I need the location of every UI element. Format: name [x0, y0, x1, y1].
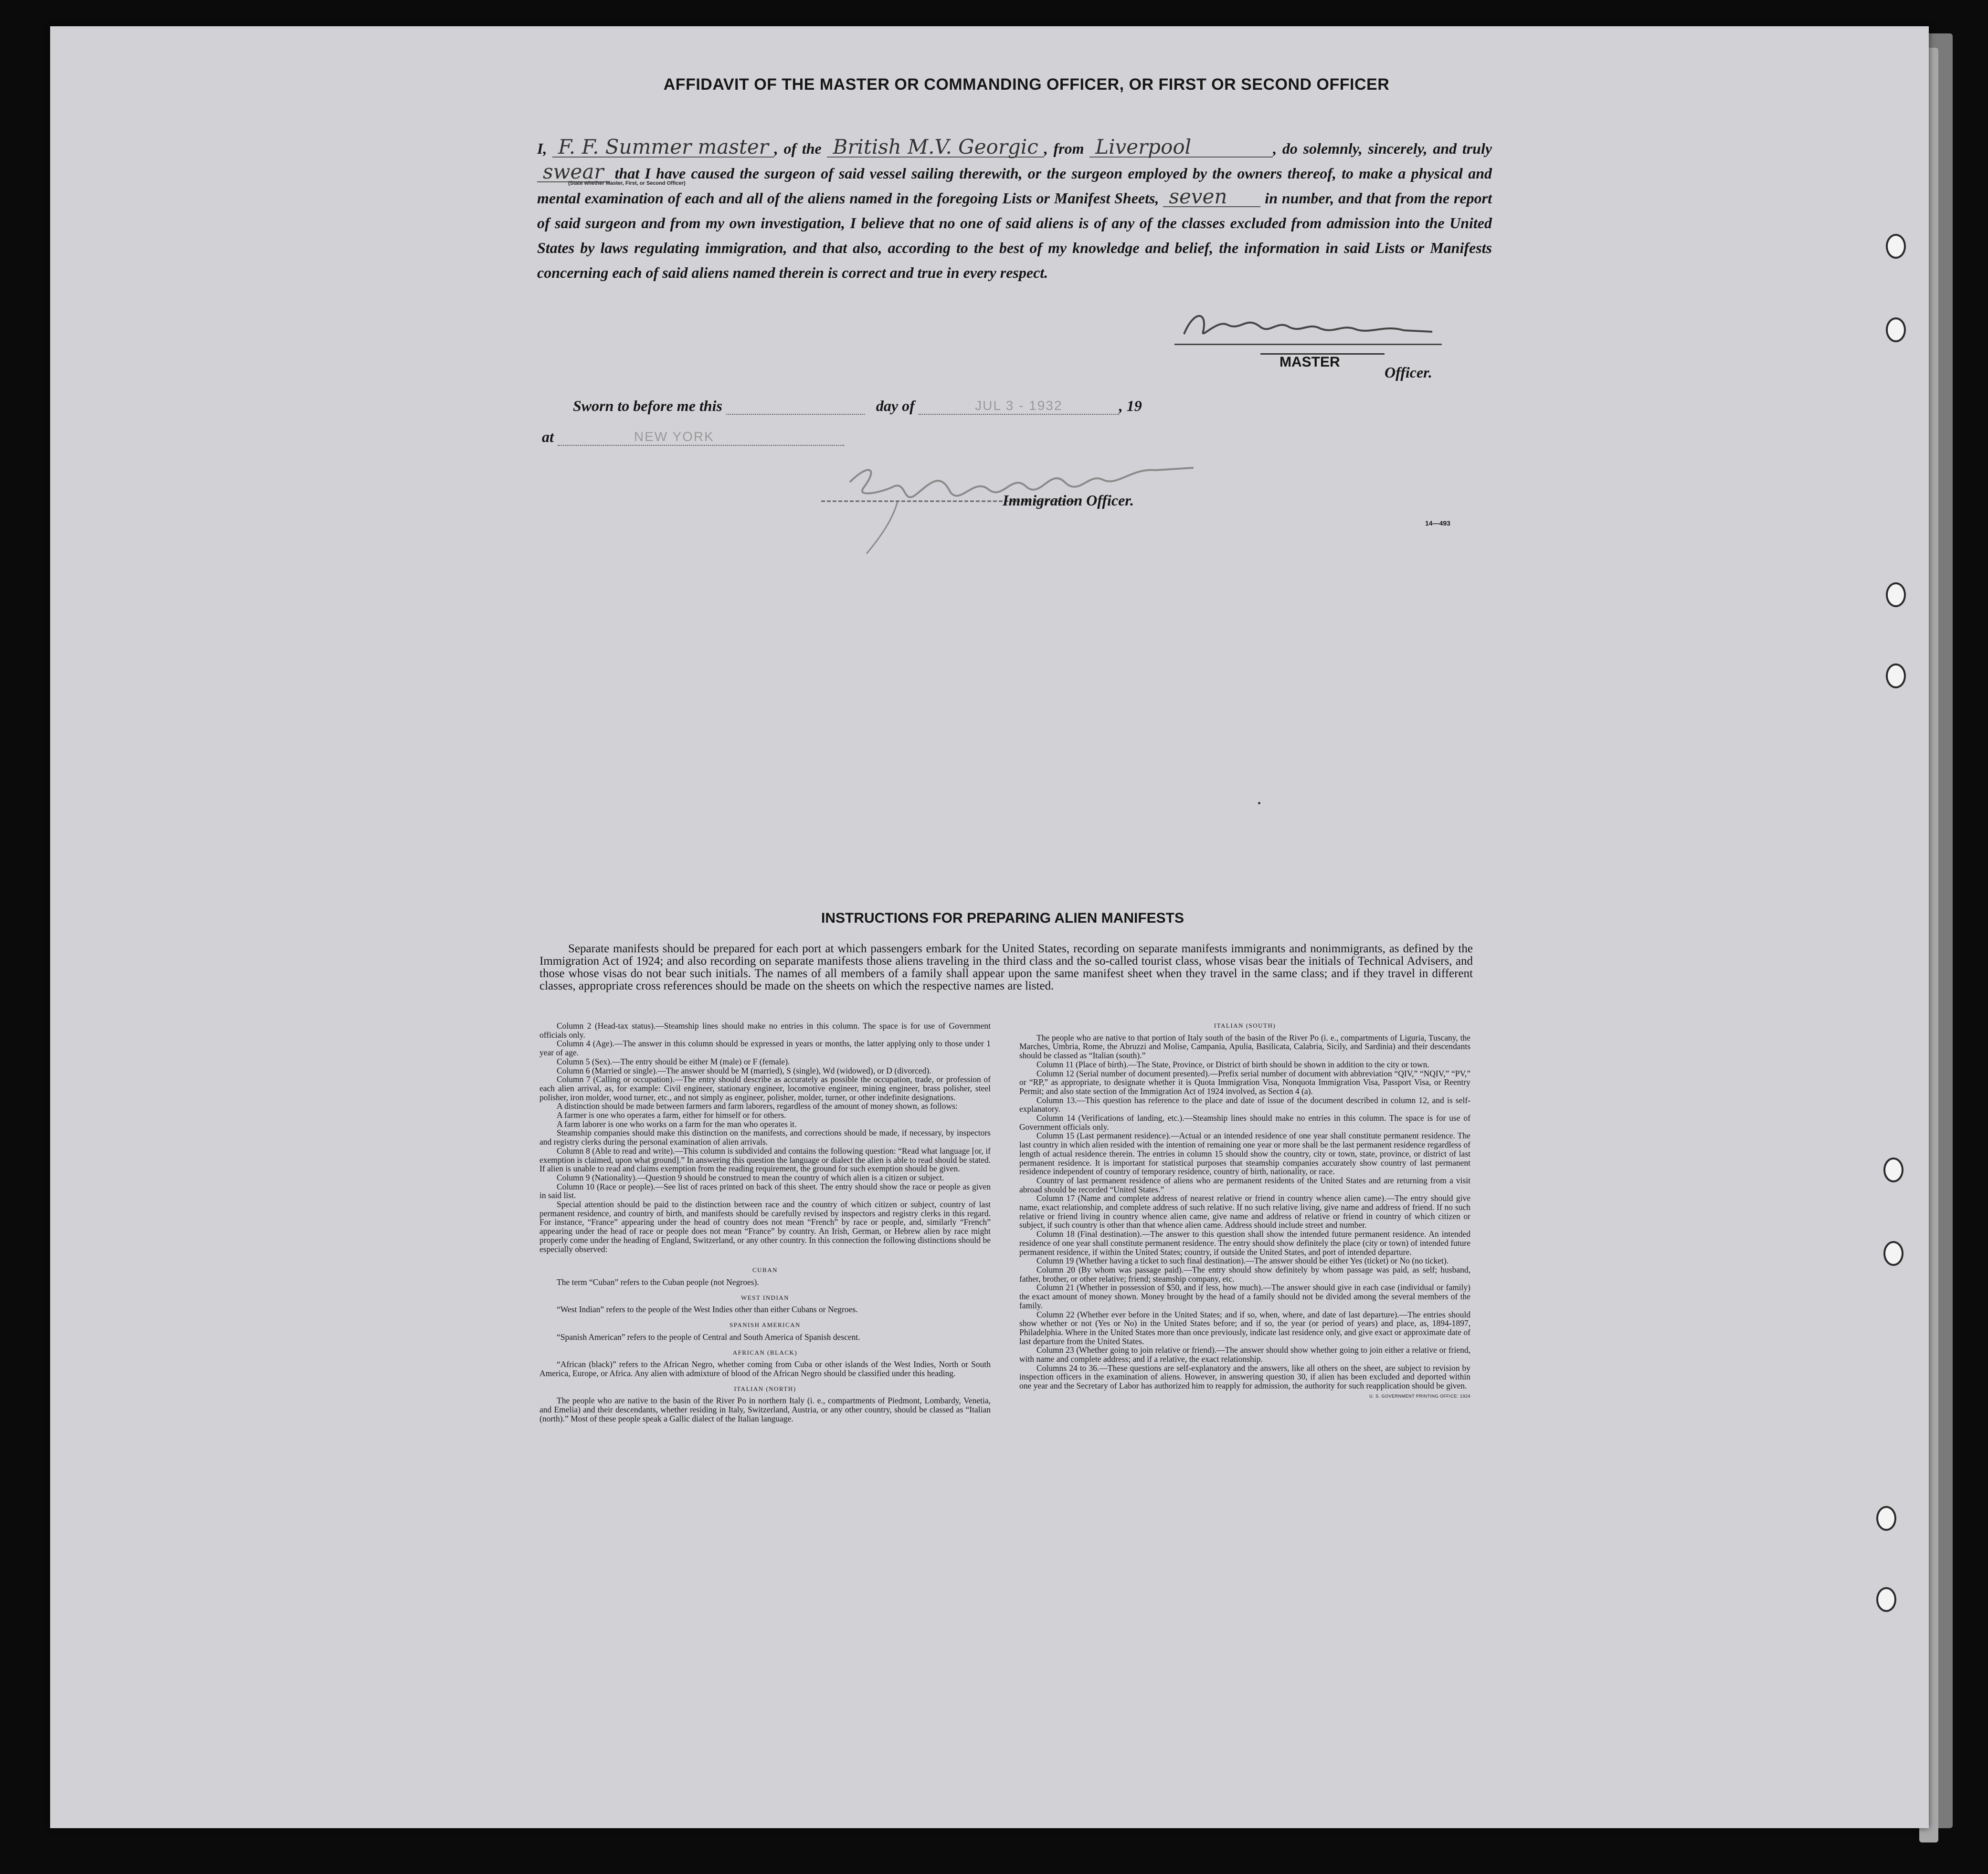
section-heading: WEST INDIAN — [740, 1294, 790, 1301]
paragraph: Column 14 (Verifications of landing, etc.).—Steamship lines should make no entries in this column. The space is for use of Government officials only. — [1019, 1113, 1470, 1132]
affidavit-text: , do — [1273, 140, 1298, 157]
year-suffix: , 19 — [1119, 397, 1142, 414]
paragraph: Column 18 (Final destination).—The answer to this question shall show the intended future permanent residence. An intended residence of one year shall constitute permanent residence. The entry should show definitely the place (city or town) of intended future permanent residence, if within the United States; country, if outside the United States, and port of intended departure. — [1019, 1229, 1470, 1257]
affidavit-text: that I have caused the surgeon of said vessel sailing therewith, or the surgeon employed by the owners thereof, to make a physical and mental examination of each and all of the aliens named in the foregoing Lists or Manifest Sheets, — [537, 165, 1492, 207]
paragraph: Column 15 (Last permanent residence).—Actual or an intended residence of one year shall constitute permanent residence. The last country in which alien resided with the intention of remaining one year or more shall be the last permanent residence regardless of length of actual residence therein. The entries in column 15 should show the country, city or town, state, province, or district of last permanent residence. It is important for statistical purposes that steamship companies accurately show country of last permanent residence independent of country of temporary residence, country of birth, nationality, or race. — [1019, 1131, 1470, 1177]
form-number: 14—493 — [1425, 519, 1450, 527]
date-blank — [919, 396, 1119, 415]
handwritten-oath: swear — [537, 162, 609, 182]
instructions-title: INSTRUCTIONS FOR PREPARING ALIEN MANIFESTS — [821, 910, 1184, 926]
paragraph: Special attention should be paid to the distinction between race and the country of which citizen or subject, country of last permanent residence, and country of birth, and manifests should be carefully revised by inspectors and registry clerks in this regard. For instance, “France” appearing under the head of country does not mean “French” by race or people, and, similarly “French” appearing under the head of race or people does not mean “France” by country. An Irish, German, or Hebrew alien by race might properly come under the heading of England, Switzerland, or any other country. In this connection the following distinctions should be especially observed: — [539, 1200, 991, 1254]
paragraph: The people who are native to that portion of Italy south of the basin of the River Po (i. e., compartments of Liguria, Tuscany, the Marches, Umbria, Rome, the Abruzzi and Molise, Campania, Apulia, Basilicata, Calabria, Sicily, and Sardinia) and their descendants should be classed as “Italian (south).” — [1019, 1032, 1470, 1061]
paragraph: Column 23 (Whether going to join relative or friend).—The answer should show whether going to join either a relative or friend, with name and complete address; and if a relative, the exact relationship. — [1019, 1345, 1470, 1364]
affidavit-text: I, — [537, 140, 547, 157]
section-heading: SPANISH AMERICAN — [730, 1321, 801, 1329]
affidavit-title: AFFIDAVIT OF THE MASTER OR COMMANDING OFFICER, OR FIRST OR SECOND OFFICER — [663, 75, 1390, 94]
paragraph: Column 11 (Place of birth).—The State, Province, or District of birth should be shown in addition to the city or town. — [1036, 1059, 1429, 1069]
paragraph: Column 2 (Head-tax status).—Steamship lines should make no entries in this column. The space is for use of Government officials only. — [539, 1021, 991, 1040]
binder-hole — [1886, 663, 1906, 688]
officer-rank: MASTER — [1280, 354, 1340, 370]
speck — [1258, 802, 1260, 804]
paragraph: Country of last permanent residence of aliens who are permanent residents of the United States and are returning from a visit abroad should be recorded “United States.” — [1019, 1175, 1470, 1194]
document-page — [50, 26, 1929, 1828]
paragraph: The people who are native to the basin of the River Po in northern Italy (i. e., compartments of Piedmont, Lombardy, Venetia, and Emelia) and their descendants, whether residing in Italy, Switzerland, Austria, or any other country, should be classed as “Italian (north).” Most of these people speak a Gallic dialect of the Italian language. — [539, 1396, 991, 1423]
paragraph: A farmer is one who operates a farm, either for himself or for others. — [557, 1110, 786, 1120]
binder-hole — [1883, 1241, 1903, 1266]
paragraph: Columns 24 to 36.—These questions are self-explanatory and the answers, like all others on the sheet, are subject to revision by inspection officers in the examination of aliens. However, in answering question 30, if alien has been excluded and deported within one year and the Secretary of Labor has authorized him to reapply for admission, the authority for such reapplication should be given. — [1019, 1363, 1470, 1391]
place-row — [542, 427, 844, 446]
handwritten-ship: British M.V. Georgic — [827, 137, 1044, 158]
paragraph: “Spanish American” refers to the people of Central and South America of Spanish descent. — [557, 1332, 860, 1342]
signature-stroke — [1174, 305, 1442, 344]
paragraph: Column 13.—This question has reference to the place and date of issue of the document described in column 12, and is self-explanatory. — [1019, 1095, 1470, 1114]
place-stamp: NEW YORK — [634, 429, 714, 444]
handwritten-count: seven — [1163, 187, 1260, 207]
paragraph: Column 5 (Sex).—The entry should be either M (male) or F (female). — [557, 1056, 790, 1066]
day-of-label: day of — [876, 397, 915, 414]
binder-hole — [1886, 234, 1906, 259]
handwritten-port: Liverpool — [1089, 137, 1273, 158]
paragraph: Column 17 (Name and complete address of nearest relative or friend in country whence alien came).—The entry should give name, exact relationship, and complete address of such relative. If no such relative living, give name and address of friend. If no such relative or friend living in country whence alien came, give name and address of relative or friend in country of which citizen or subject, if such country is other than that whence alien came. Address should include street and number. — [1019, 1193, 1470, 1230]
affidavit-text: , from — [1044, 140, 1084, 157]
instructions-right-column — [1019, 1021, 1470, 1401]
immigration-officer-label: Immigration Officer. — [1003, 492, 1134, 509]
master-signature — [1174, 305, 1442, 345]
sworn-label: Sworn to before me this — [573, 397, 722, 414]
section-heading: ITALIAN (SOUTH) — [1214, 1022, 1276, 1029]
binder-hole — [1876, 1506, 1896, 1531]
binder-hole — [1876, 1587, 1896, 1612]
paragraph: A distinction should be made between farmers and farm laborers, regardless of the amount of money shown, as follows: — [557, 1101, 958, 1111]
place-blank — [558, 427, 844, 446]
binder-hole — [1886, 582, 1906, 607]
section-heading: AFRICAN (BLACK) — [732, 1348, 798, 1356]
paragraph: Column 20 (By whom was passage paid).—The entry should show definitely by whom passage was paid, as self; husband, father, brother, or other relative; friend; steamship company, etc. — [1019, 1264, 1470, 1284]
affidavit-text: , of the — [774, 140, 822, 157]
paragraph: Column 4 (Age).—The answer in this column should be expressed in years or months, the latter applying only to those under 1 year of age. — [539, 1039, 991, 1058]
paragraph: Column 19 (Whether having a ticket to such final destination).—The answer should be either Yes (ticket) or No (no ticket). — [1036, 1256, 1449, 1266]
section-heading: ITALIAN (NORTH) — [734, 1385, 796, 1392]
officer-label: Officer. — [1385, 364, 1432, 381]
at-label: at — [542, 428, 554, 445]
rank-note: (State whether Master, First, or Second Officer) — [568, 180, 686, 186]
date-stamp: JUL 3 - 1932 — [975, 398, 1063, 413]
gpo-text: U. S. GOVERNMENT PRINTING OFFICE: 1924 — [1369, 1393, 1470, 1399]
paragraph: Column 9 (Nationality).—Question 9 should be construed to mean the country of which alien is a citizen or subject. — [557, 1172, 944, 1182]
paragraph: Steamship companies should make this distinction on the manifests, and corrections should be made, if necessary, by inspectors and registry clerks during the personal examination of alien arrivals. — [539, 1128, 991, 1147]
paragraph: A farm laborer is one who works on a farm for the man who operates it. — [557, 1119, 797, 1129]
paragraph: Column 10 (Race or people).—See list of races printed on back of this sheet. The entry should show the race or people as given in said list. — [539, 1181, 991, 1200]
paragraph: Column 22 (Whether ever before in the United States; and if so, when, where, and date of last departure).—The entries should show whether or not (Yes or No) in the United States before; and if so, the year (or period of years) and place, as, 1894-1897, Philadelphia. Where in the United States more than once previously, indicate last residence only, and give exact or approximate date of last departure from the United States. — [1019, 1309, 1470, 1346]
affidavit-body — [537, 136, 1492, 285]
paragraph: Column 12 (Serial number of document presented).—Prefix serial number of document with abbreviation “QIV,” “NQIV,” “PV,” or “RP,” as appropriate, to designate whether it is Quota Immigration Visa, Nonquota Immigration Visa, Passport Visa, or Reentry Permit; and also state section of the Immigration Act of 1924 involved, as Section 4 (a). — [1019, 1068, 1470, 1096]
binder-hole — [1883, 1158, 1903, 1182]
affidavit-text: in number, and that from the report of said surgeon and from my own investigation, I believe that no one of said aliens is of any of the classes excluded from admission into the United States by laws regulating immigration, and that also, according to the best of my knowledge and belief, the information in said Lists or Manifests concerning each of said aliens named therein is correct and true in every respect. — [537, 190, 1492, 281]
day-blank — [726, 414, 865, 415]
paragraph: “African (black)” refers to the African Negro, whether coming from Cuba or other islands of the West Indies, North or South America, Europe, or Africa. Any alien with admixture of blood of the African Negro should be classified under this heading. — [539, 1359, 991, 1378]
instructions-intro: Separate manifests should be prepared for each port at which passengers embark for the United States, recording on separate manifests immigrants and nonimmigrants, as defined by the Immigration Act of 1924; and also recording on separate manifests those aliens traveling in the third class and the so-called tourist class, whose visas bear the initials of Technical Advisers, and those whose visas do not bear such initials. The names of all members of a family shall appear upon the same manifest sheet when they travel in the same class; and if they travel in different classes, appropriate cross references should be made on the sheets on which the respective names are listed. — [539, 942, 1473, 992]
affidavit-text: solemnly, sincerely, and truly — [1303, 140, 1492, 157]
paragraph: Column 6 (Married or single).—The answer should be M (married), S (single), Wd (widowed), or D (divorced). — [557, 1065, 931, 1075]
binder-hole — [1886, 317, 1906, 342]
paragraph: “West Indian” refers to the people of the West Indies other than either Cubans or Negroes. — [557, 1305, 858, 1315]
paragraph: The term “Cuban” refers to the Cuban people (not Negroes). — [557, 1277, 759, 1287]
sworn-row — [573, 396, 1142, 415]
paragraph: Column 8 (Able to read and write).—This column is subdivided and contains the following question: “Read what language [or, if exemption is claimed, upon what ground].” In answering this question the language or dialect the alien is able to read should be stated. If alien is unable to read and claims exemption from the reading requirement, the ground for such exemption should be given. — [539, 1146, 991, 1174]
printer-imprint — [1019, 1390, 1470, 1401]
paragraph: Column 21 (Whether in possession of $50, and if less, how much).—The answer should give in each case (individual or family) the exact amount of money shown. Money brought by the head of a family should not be divided among the several members of the family. — [1019, 1283, 1470, 1310]
handwritten-name: F. F. Summer master — [552, 137, 774, 158]
instructions-left-column — [539, 1021, 991, 1423]
section-heading: CUBAN — [752, 1266, 778, 1274]
paragraph: Column 7 (Calling or occupation).—The entry should describe as accurately as possible the occupation, trade, or profession of each alien arrival, as, for example: Civil engineer, stationary engineer, locomotive engineer, mining engineer, brass polisher, steel polisher, iron molder, wood turner, etc., and not simply as engineer, polisher, molder, turner, or other indefinite designations. — [539, 1074, 991, 1102]
